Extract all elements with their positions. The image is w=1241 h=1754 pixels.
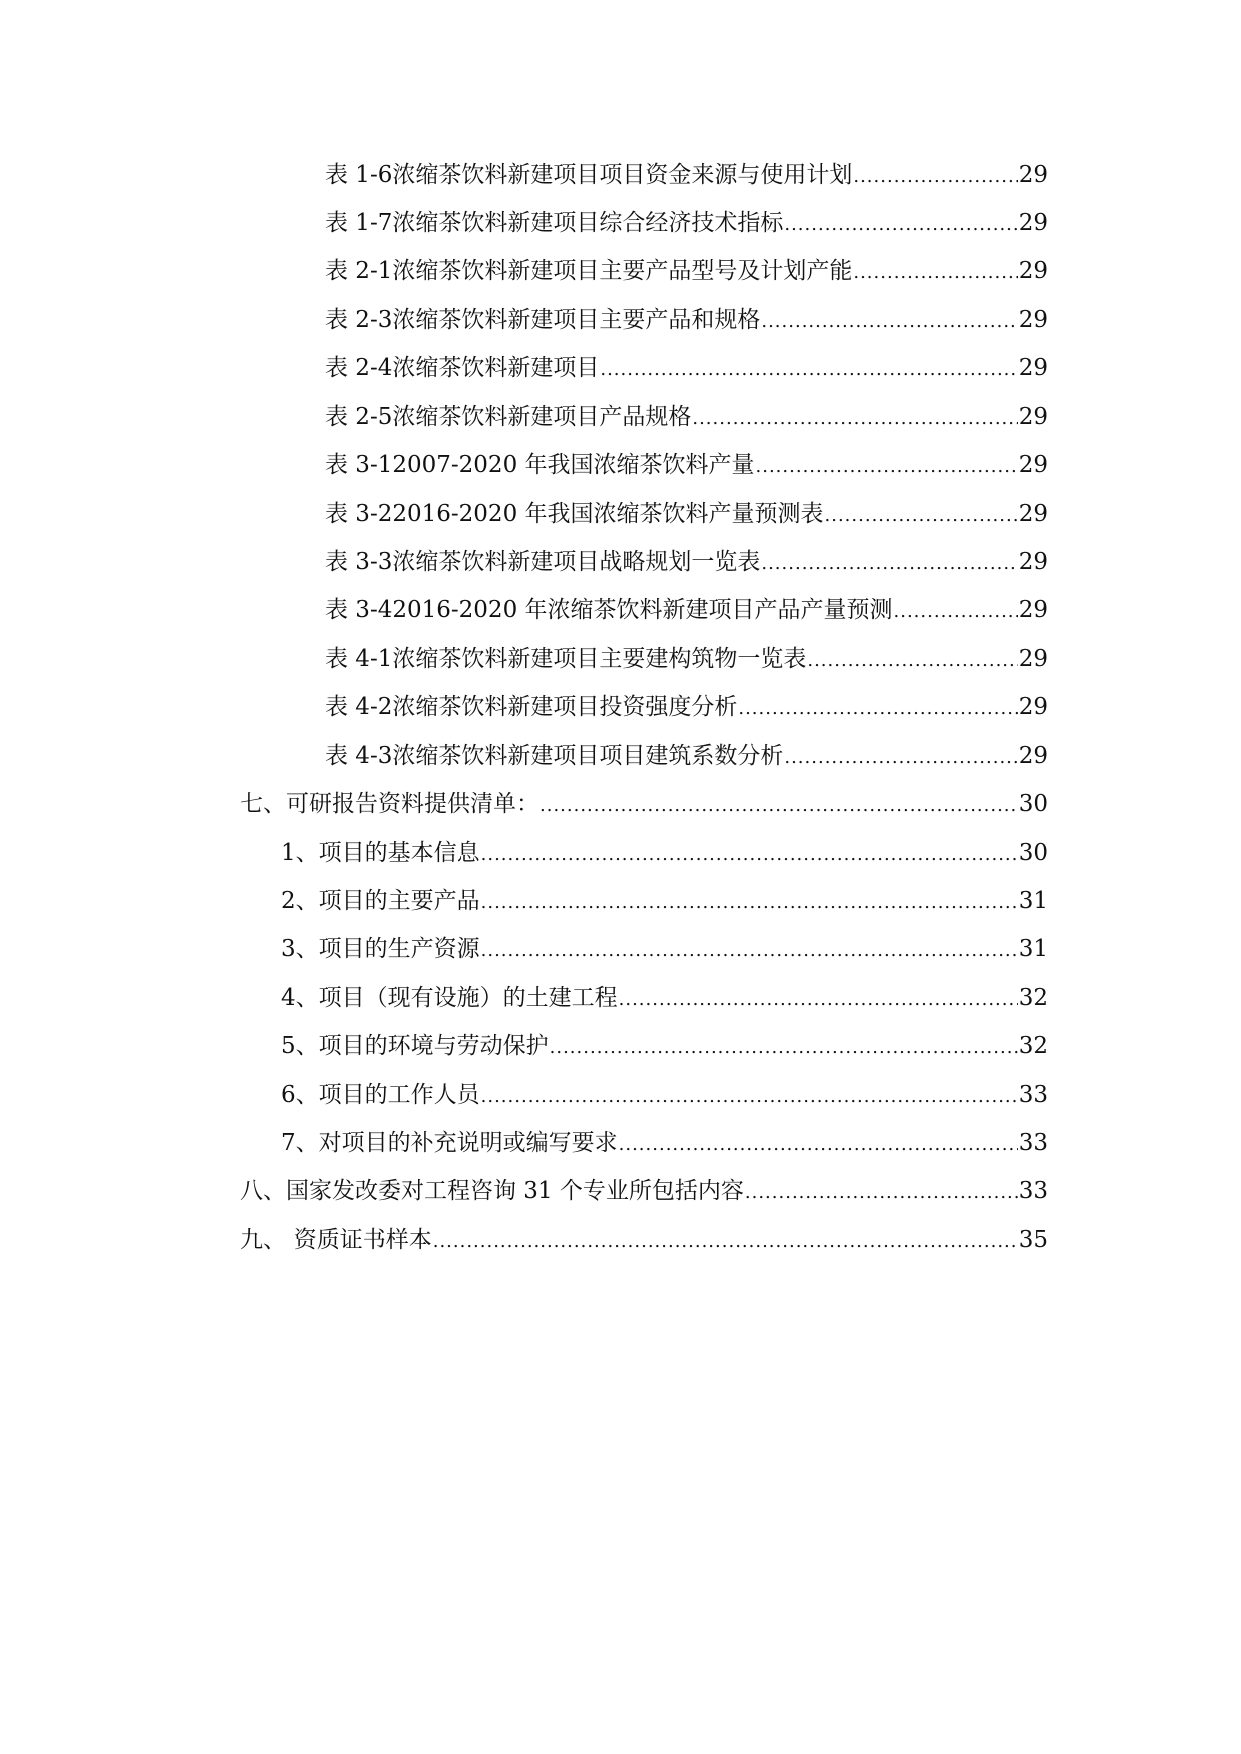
toc-entry-number: 表 2-4 <box>325 355 393 381</box>
dot-leader <box>692 402 1017 436</box>
toc-entry-table-4-3[interactable] <box>325 739 1048 773</box>
toc-entry-item-2[interactable] <box>281 884 1048 918</box>
toc-entry-page: 30 <box>1018 791 1048 817</box>
toc-entry-title: 5、项目的环境与劳动保护 <box>281 1033 549 1059</box>
toc-entry-page: 33 <box>1018 1130 1048 1156</box>
dot-leader <box>825 499 1018 533</box>
toc-entry-page: 29 <box>1018 597 1048 623</box>
toc-entry-title: 资质证书样本 <box>293 1227 432 1253</box>
dot-leader <box>481 934 1018 968</box>
dot-leader <box>481 886 1018 920</box>
dot-leader <box>784 741 1017 775</box>
toc-entry-title: 3、项目的生产资源 <box>281 936 480 962</box>
toc-entry-page: 35 <box>1018 1227 1048 1253</box>
toc-entry-title: 浓缩茶饮料新建项目项目建筑系数分析 <box>392 743 784 769</box>
toc-entry-page: 29 <box>1018 355 1048 381</box>
toc-entry-number: 表 3-3 <box>325 549 393 575</box>
toc-entry-table-2-5[interactable] <box>325 400 1048 434</box>
dot-leader <box>761 305 1017 339</box>
toc-entry-table-2-3[interactable] <box>325 303 1048 337</box>
toc-entry-section-8[interactable] <box>240 1174 1048 1208</box>
toc-entry-number: 表 4-3 <box>325 743 393 769</box>
toc-entry-table-4-2[interactable] <box>325 690 1048 724</box>
toc-entry-title: 浓缩茶饮料新建项目综合经济技术指标 <box>392 210 784 236</box>
dot-leader <box>550 1031 1018 1065</box>
toc-entry-number: 表 2-5 <box>325 404 393 430</box>
toc-entry-page: 29 <box>1018 162 1048 188</box>
toc-entry-page: 29 <box>1018 452 1048 478</box>
toc-entry-title: 6、项目的工作人员 <box>281 1082 480 1108</box>
toc-entry-number: 表 4-1 <box>325 646 393 672</box>
dot-leader <box>481 838 1018 872</box>
toc-entry-title: 4、项目（现有设施）的土建工程 <box>281 985 618 1011</box>
toc-entry-page: 29 <box>1018 694 1048 720</box>
toc-entry-item-7[interactable] <box>281 1126 1048 1160</box>
dot-leader <box>853 256 1017 290</box>
toc-entry-item-1[interactable] <box>281 836 1048 870</box>
toc-entry-title: 浓缩茶饮料新建项目主要建构筑物一览表 <box>392 646 807 672</box>
dot-leader <box>619 983 1018 1017</box>
dot-leader <box>600 353 1017 387</box>
toc-entry-section-9[interactable] <box>240 1223 1048 1257</box>
toc-entry-number: 表 4-2 <box>325 694 393 720</box>
toc-entry-item-3[interactable] <box>281 932 1048 966</box>
toc-entry-number: 表 3-2 <box>325 501 393 527</box>
toc-entry-table-3-3[interactable] <box>325 545 1048 579</box>
dot-leader <box>433 1225 1018 1259</box>
toc-entry-table-3-1[interactable] <box>325 448 1048 482</box>
toc-entry-table-1-7[interactable] <box>325 206 1048 240</box>
toc-entry-section-7[interactable] <box>240 787 1048 821</box>
dot-leader <box>619 1128 1018 1162</box>
toc-entry-number: 九、 <box>240 1227 286 1253</box>
toc-entry-title: 八、国家发改委对工程咨询 31 个专业所包括内容 <box>240 1178 744 1204</box>
toc-entry-title: 7、对项目的补充说明或编写要求 <box>281 1130 618 1156</box>
toc-entry-page: 29 <box>1018 646 1048 672</box>
toc-entry-number: 表 2-3 <box>325 307 393 333</box>
toc-entry-item-6[interactable] <box>281 1078 1048 1112</box>
toc-entry-table-3-4[interactable] <box>325 593 1048 627</box>
toc-entry-number: 表 1-7 <box>325 210 393 236</box>
toc-entry-table-2-1[interactable] <box>325 254 1048 288</box>
toc-entry-title: 2016-2020 年我国浓缩茶饮料产量预测表 <box>392 501 824 527</box>
toc-entry-table-3-2[interactable] <box>325 497 1048 531</box>
toc-entry-page: 33 <box>1018 1082 1048 1108</box>
toc-entry-page: 31 <box>1018 936 1048 962</box>
dot-leader <box>853 160 1017 194</box>
toc-entry-title: 2007-2020 年我国浓缩茶饮料产量 <box>392 452 755 478</box>
toc-entry-title: 浓缩茶饮料新建项目项目资金来源与使用计划 <box>392 162 853 188</box>
dot-leader <box>784 208 1017 242</box>
toc-entry-number: 表 3-4 <box>325 597 393 623</box>
toc-entry-page: 33 <box>1018 1178 1048 1204</box>
toc-entry-item-4[interactable] <box>281 981 1048 1015</box>
toc-entry-title: 浓缩茶饮料新建项目战略规划一览表 <box>392 549 761 575</box>
dot-leader <box>807 644 1017 678</box>
toc-entry-table-1-6[interactable] <box>325 158 1048 192</box>
toc-entry-title: 1、项目的基本信息 <box>281 840 480 866</box>
toc-entry-page: 30 <box>1018 840 1048 866</box>
toc-entry-item-5[interactable] <box>281 1029 1048 1063</box>
toc-entry-page: 29 <box>1018 210 1048 236</box>
toc-entry-title: 2、项目的主要产品 <box>281 888 480 914</box>
dot-leader <box>761 547 1017 581</box>
toc-entry-page: 32 <box>1018 985 1048 1011</box>
toc-entry-page: 29 <box>1018 501 1048 527</box>
toc-entry-title: 浓缩茶饮料新建项目产品规格 <box>392 404 692 430</box>
dot-leader <box>540 789 1018 823</box>
toc-entry-page: 29 <box>1018 743 1048 769</box>
toc-entry-title: 2016-2020 年浓缩茶饮料新建项目产品产量预测 <box>392 597 893 623</box>
toc-entry-page: 29 <box>1018 258 1048 284</box>
dot-leader <box>756 450 1018 484</box>
toc-entry-page: 29 <box>1018 307 1048 333</box>
dot-leader <box>745 1176 1018 1210</box>
toc-entry-number: 表 3-1 <box>325 452 393 478</box>
toc-entry-page: 32 <box>1018 1033 1048 1059</box>
toc-entry-page: 29 <box>1018 549 1048 575</box>
toc-entry-page: 29 <box>1018 404 1048 430</box>
dot-leader <box>894 595 1018 629</box>
toc-entry-title: 七、可研报告资料提供清单： <box>240 791 539 817</box>
toc-entry-page: 31 <box>1018 888 1048 914</box>
toc-entry-table-4-1[interactable] <box>325 642 1048 676</box>
toc-entry-number: 表 2-1 <box>325 258 393 284</box>
toc-entry-title: 浓缩茶饮料新建项目主要产品型号及计划产能 <box>392 258 853 284</box>
dot-leader <box>738 692 1017 726</box>
toc-entry-number: 表 1-6 <box>325 162 393 188</box>
toc-entry-table-2-4[interactable] <box>325 351 1048 385</box>
toc-entry-title: 浓缩茶饮料新建项目 <box>392 355 600 381</box>
dot-leader <box>481 1080 1018 1114</box>
toc-entry-title: 浓缩茶饮料新建项目主要产品和规格 <box>392 307 761 333</box>
toc-entry-title: 浓缩茶饮料新建项目投资强度分析 <box>392 694 738 720</box>
